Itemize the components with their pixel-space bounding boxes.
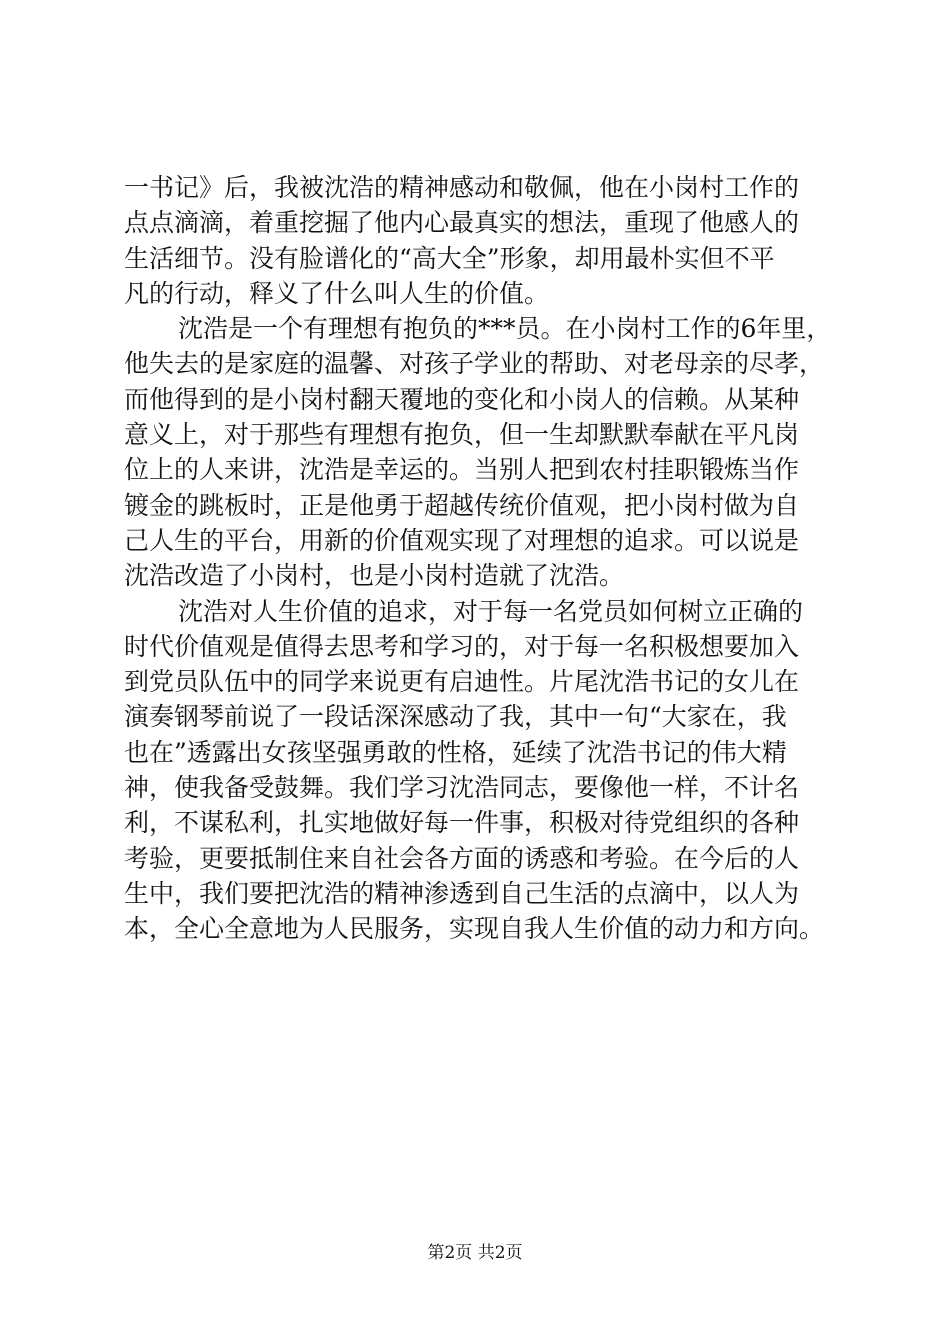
text-line: 考验，更要抵制住来自社会各方面的诱惑和考验。在今后的人 [124,843,800,873]
text-line: 沈浩改造了小岗村，也是小岗村造就了沈浩。 [124,561,625,591]
text-line: 一书记》后，我被沈浩的精神感动和敬佩，他在小岗村工作的 [124,173,800,202]
text-line: 神，使我备受鼓舞。我们学习沈浩同志，要像他一样，不计名 [124,773,800,803]
text-line: 位上的人来讲，沈浩是幸运的。当别人把到农村挂职锻炼当作 [124,455,800,485]
text-line: 生中，我们要把沈浩的精神渗透到自己生活的点滴中，以人为 [124,878,800,908]
text-line: 本，全心全意地为人民服务，实现自我人生价值的动力和方向。 [124,914,825,944]
text-line: 沈浩是一个有理想有抱负的***员。在小岗村工作的6年里， [178,314,832,344]
text-line: 演奏钢琴前说了一段话深深感动了我，其中一句“大家在，我 [124,702,787,732]
text-line: 点点滴滴，着重挖掘了他内心最真实的想法，重现了他感人的 [124,208,800,238]
text-line: 凡的行动，释义了什么叫人生的价值。 [124,278,550,308]
text-line: 镀金的跳板时，正是他勇于超越传统价值观，把小岗村做为自 [124,490,800,520]
text-line: 生活细节。没有脸谱化的“高大全”形象，却用最朴实但不平 [124,243,775,273]
page-number: 第2页 共2页 [427,1243,523,1263]
text-line: 己人生的平台，用新的价值观实现了对理想的追求。可以说是 [124,525,800,555]
text-line: 时代价值观是值得去思考和学习的，对于每一名积极想要加入 [124,631,800,661]
text-line: 而他得到的是小岗村翻天覆地的变化和小岗人的信赖。从某种 [124,384,800,414]
body-text [124,170,840,947]
text-line: 利，不谋私利，扎实地做好每一件事，积极对待党组织的各种 [124,808,800,838]
text-line: 到党员队伍中的同学来说更有启迪性。片尾沈浩书记的女儿在 [124,667,800,697]
text-line: 他失去的是家庭的温馨、对孩子学业的帮助、对老母亲的尽孝， [124,349,825,379]
text-line: 沈浩对人生价值的追求，对于每一名党员如何树立正确的 [178,596,804,626]
text-line: 也在”透露出女孩坚强勇敢的性格，延续了沈浩书记的伟大精 [124,737,787,767]
text-line: 意义上，对于那些有理想有抱负，但一生却默默奉献在平凡岗 [124,420,800,450]
